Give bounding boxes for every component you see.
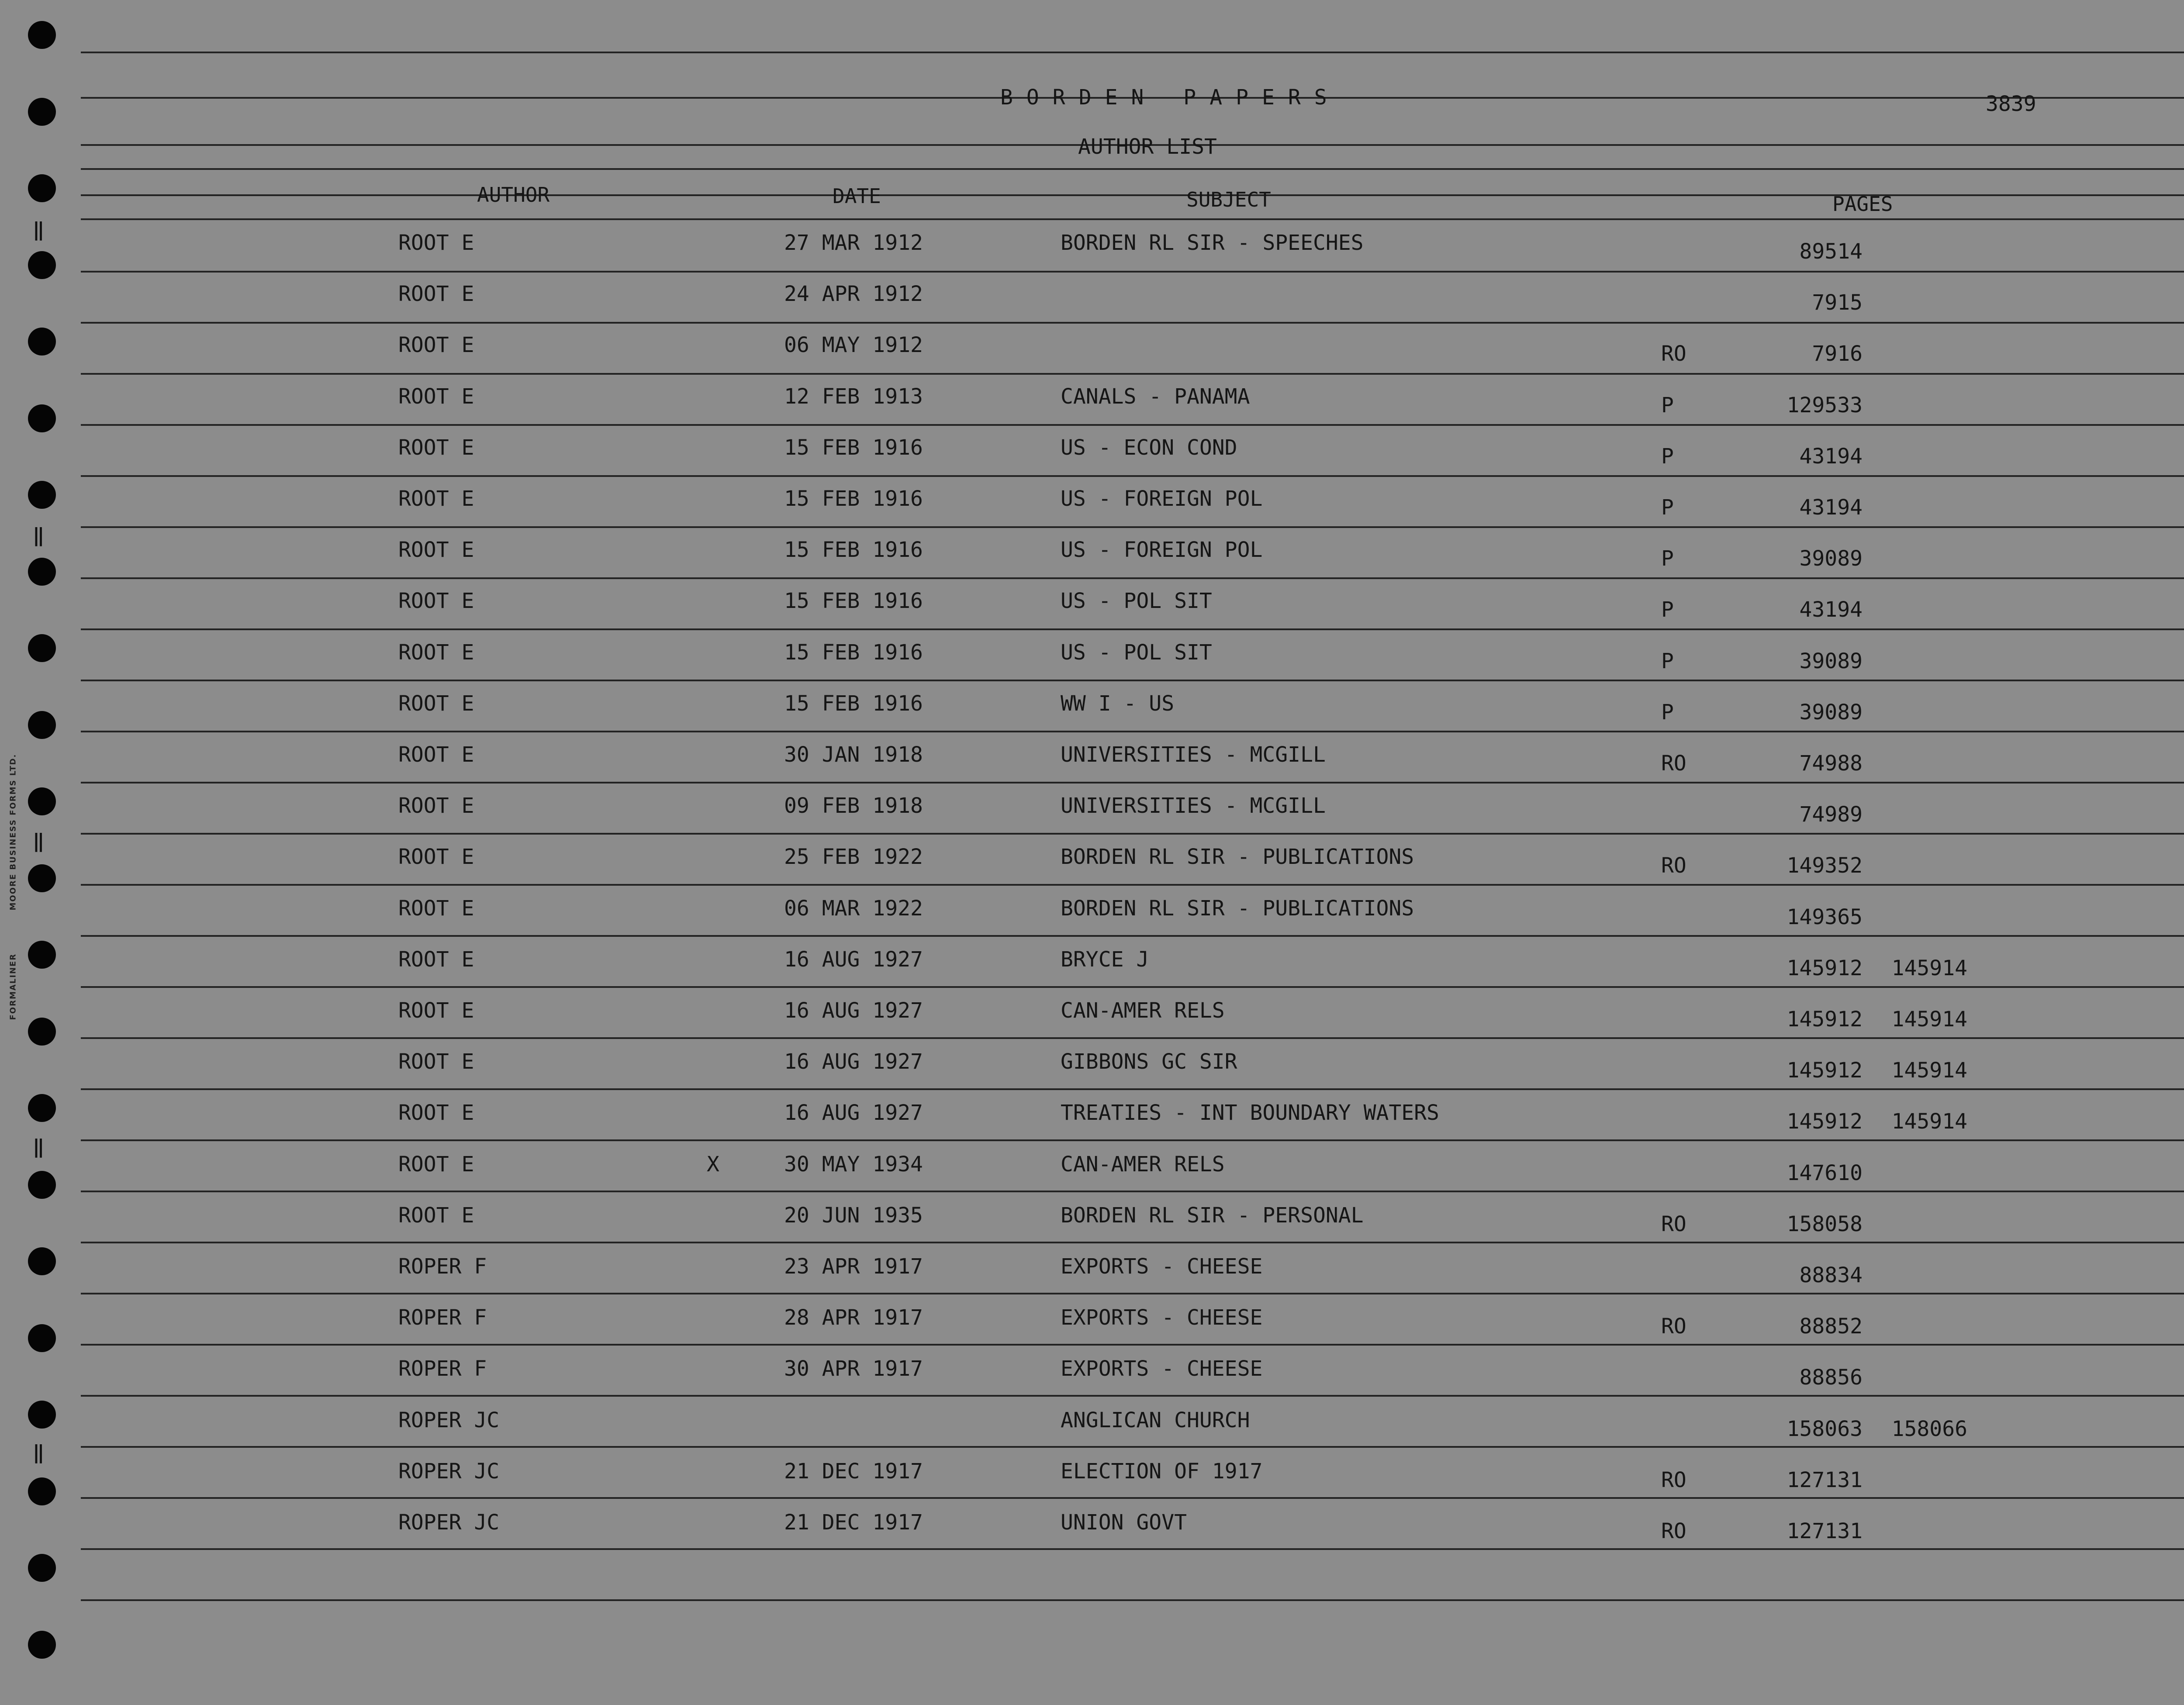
pages-cell (1771, 1263, 1876, 1287)
author-cell: ROOT E (398, 1152, 474, 1177)
pages-cell (1771, 444, 1876, 469)
date-cell: 15 FEB 1916 (784, 487, 923, 511)
author-cell: ROOT E (398, 896, 474, 921)
page-ref: 158058 (1787, 1212, 1863, 1236)
page-ref: 145912 (1787, 956, 1863, 980)
author-cell: ROOT E (398, 691, 474, 716)
feed-hole (28, 1631, 56, 1659)
page-ref: 149365 (1787, 905, 1863, 929)
subject-cell: US - FOREIGN POL (1061, 487, 1263, 511)
flag-cell: RO (1661, 751, 1686, 776)
page-ref: 129533 (1787, 393, 1863, 418)
page-ref: 88856 (1799, 1365, 1863, 1390)
subject-cell: BORDEN RL SIR - PUBLICATIONS (1061, 896, 1414, 921)
table-row (0, 231, 2184, 274)
subject-cell: CAN-AMER RELS (1061, 998, 1225, 1023)
pages-cell (1771, 239, 1876, 264)
page-ref: 39089 (1799, 700, 1863, 725)
date-cell: 27 MAR 1912 (784, 231, 923, 255)
author-cell: ROPER F (398, 1305, 487, 1330)
date-cell: 24 APR 1912 (784, 282, 923, 306)
pages-cell (1771, 700, 1876, 725)
author-cell: ROOT E (398, 1049, 474, 1074)
page-ref: 145912 (1787, 1109, 1863, 1134)
pages-cell (1771, 853, 1876, 878)
subject-cell: US - ECON COND (1061, 435, 1237, 460)
page-ref: 145912 (1787, 1058, 1863, 1083)
subject-cell: CANALS - PANAMA (1061, 384, 1250, 409)
pages-cell (1771, 1417, 1980, 1441)
pages-cell (1771, 1161, 1876, 1185)
feed-hole (28, 21, 56, 49)
subject-cell: UNIVERSITIES - MCGILL (1061, 742, 1326, 767)
ruled-line (81, 1599, 2184, 1601)
table-row (0, 487, 2184, 530)
date-cell: 25 FEB 1922 (784, 845, 923, 869)
date-cell: 21 DEC 1917 (784, 1459, 923, 1484)
page-ref: 39089 (1799, 546, 1863, 571)
date-cell: 16 AUG 1927 (784, 1101, 923, 1125)
ruled-line (81, 52, 2184, 53)
subject-cell: UNIVERSITIES - MCGILL (1061, 794, 1326, 818)
date-cell: 12 FEB 1913 (784, 384, 923, 409)
feed-hole (28, 98, 56, 126)
perforation-mark: ‖ (33, 1441, 46, 1463)
page-ref: 145912 (1787, 1007, 1863, 1032)
pages-cell (1771, 1519, 1876, 1543)
table-row (0, 282, 2184, 325)
page-ref: 39089 (1799, 649, 1863, 673)
table-row (0, 1459, 2184, 1503)
page-ref: 88834 (1799, 1263, 1863, 1287)
column-header-pages: PAGES (1832, 192, 1893, 216)
pages-cell (1771, 1468, 1876, 1492)
column-header-subject: SUBJECT (1186, 188, 1271, 211)
table-row (0, 794, 2184, 837)
pages-cell (1771, 905, 1876, 929)
flag-cell: RO (1661, 342, 1686, 366)
table-row (0, 1356, 2184, 1400)
subject-cell: EXPORTS - CHEESE (1061, 1254, 1263, 1279)
flag-cell: P (1661, 597, 1674, 622)
pages-cell (1771, 1365, 1876, 1390)
flag-cell: RO (1661, 1314, 1686, 1339)
subject-cell: TREATIES - INT BOUNDARY WATERS (1061, 1101, 1439, 1125)
table-row (0, 1152, 2184, 1196)
subject-cell: BORDEN RL SIR - PUBLICATIONS (1061, 845, 1414, 869)
column-header-author: AUTHOR (477, 183, 550, 207)
pages-cell (1771, 393, 1876, 418)
page-ref: 43194 (1799, 444, 1863, 469)
date-cell: 30 APR 1917 (784, 1356, 923, 1381)
flag-cell: P (1661, 700, 1674, 725)
page-ref: 145914 (1891, 1058, 1967, 1083)
date-cell: 15 FEB 1916 (784, 640, 923, 665)
table-row (0, 333, 2184, 376)
author-cell: ROOT E (398, 1203, 474, 1228)
subject-cell: GIBBONS GC SIR (1061, 1049, 1237, 1074)
table-row (0, 538, 2184, 581)
date-cell: 16 AUG 1927 (784, 947, 923, 972)
date-cell: 15 FEB 1916 (784, 589, 923, 613)
table-row (0, 1510, 2184, 1554)
pages-cell (1771, 597, 1876, 622)
subject-cell: EXPORTS - CHEESE (1061, 1356, 1263, 1381)
flag-cell: P (1661, 495, 1674, 520)
author-cell: ROOT E (398, 538, 474, 562)
date-cell: 30 MAY 1934 (784, 1152, 923, 1177)
page-ref: 89514 (1799, 239, 1863, 264)
date-cell: 16 AUG 1927 (784, 998, 923, 1023)
table-row (0, 1305, 2184, 1349)
page-ref: 145914 (1891, 956, 1967, 980)
flag-cell: RO (1661, 1212, 1686, 1236)
date-cell: 15 FEB 1916 (784, 435, 923, 460)
author-cell: ROPER F (398, 1254, 487, 1279)
date-cell: 06 MAY 1912 (784, 333, 923, 357)
author-cell: ROOT E (398, 998, 474, 1023)
author-cell: ROOT E (398, 589, 474, 613)
document-title: BORDEN PAPERS (1000, 85, 1341, 110)
author-cell: ROPER JC (398, 1510, 500, 1535)
author-cell: ROOT E (398, 435, 474, 460)
imprint-moore: MOORE BUSINESS FORMS LTD. (8, 753, 18, 911)
pages-cell (1771, 495, 1876, 520)
table-row (0, 1101, 2184, 1144)
page-ref: 43194 (1799, 495, 1863, 520)
flag-cell: P (1661, 649, 1674, 673)
author-cell: ROPER F (398, 1356, 487, 1381)
author-cell: ROOT E (398, 640, 474, 665)
pages-cell (1771, 1109, 1980, 1134)
feed-hole (28, 174, 56, 202)
table-row (0, 589, 2184, 632)
subject-cell: BORDEN RL SIR - PERSONAL (1061, 1203, 1364, 1228)
table-row (0, 691, 2184, 735)
page-ref: 158063 (1787, 1417, 1863, 1441)
page-ref: 158066 (1891, 1417, 1967, 1441)
flag-cell: RO (1661, 1519, 1686, 1543)
pages-cell (1771, 1058, 1980, 1083)
pages-cell (1771, 649, 1876, 673)
pages-cell (1771, 290, 1876, 315)
date-cell: 23 APR 1917 (784, 1254, 923, 1279)
ruled-line (81, 218, 2184, 220)
table-row (0, 1408, 2184, 1452)
pages-cell (1771, 1314, 1876, 1339)
table-row (0, 845, 2184, 888)
subject-cell: ANGLICAN CHURCH (1061, 1408, 1250, 1432)
table-row (0, 1203, 2184, 1247)
page-ref: 43194 (1799, 597, 1863, 622)
subject-cell: ELECTION OF 1917 (1061, 1459, 1263, 1484)
ruled-line (81, 168, 2184, 170)
author-cell: ROOT E (398, 282, 474, 306)
table-row (0, 384, 2184, 428)
flag-cell: RO (1661, 853, 1686, 878)
flag-cell: P (1661, 393, 1674, 418)
document-subtitle: AUTHOR LIST (1078, 135, 1217, 159)
author-cell: ROOT E (398, 487, 474, 511)
perforation-mark: ‖ (33, 1136, 46, 1158)
table-row (0, 742, 2184, 786)
subject-cell: WW I - US (1061, 691, 1175, 716)
table-row (0, 1254, 2184, 1298)
page-ref: 74988 (1799, 751, 1863, 776)
pages-cell (1771, 546, 1876, 571)
date-cell: 28 APR 1917 (784, 1305, 923, 1330)
subject-cell: US - POL SIT (1061, 589, 1212, 613)
table-row (0, 998, 2184, 1042)
table-row (0, 896, 2184, 940)
date-cell: 20 JUN 1935 (784, 1203, 923, 1228)
pages-cell (1771, 1007, 1980, 1032)
pages-cell (1771, 751, 1876, 776)
subject-cell: BRYCE J (1061, 947, 1149, 972)
author-cell: ROOT E (398, 742, 474, 767)
flag-cell: RO (1661, 1468, 1686, 1492)
pages-cell (1771, 1212, 1876, 1236)
author-cell: ROPER JC (398, 1408, 500, 1432)
subject-cell: US - POL SIT (1061, 640, 1212, 665)
table-row (0, 1049, 2184, 1093)
table-row (0, 435, 2184, 479)
subject-cell: CAN-AMER RELS (1061, 1152, 1225, 1177)
page-ref: 145914 (1891, 1007, 1967, 1032)
subject-cell: EXPORTS - CHEESE (1061, 1305, 1263, 1330)
author-cell: ROOT E (398, 845, 474, 869)
author-cell: ROOT E (398, 1101, 474, 1125)
author-cell: ROPER JC (398, 1459, 500, 1484)
date-cell: 21 DEC 1917 (784, 1510, 923, 1535)
page-ref: 145914 (1891, 1109, 1967, 1134)
perforation-mark: ‖ (33, 524, 46, 546)
imprint-formaliner: FORMALINER (8, 953, 18, 1020)
page-ref: 7915 (1812, 290, 1863, 315)
flag-cell: P (1661, 546, 1674, 571)
pages-cell (1771, 956, 1980, 980)
mark-cell: X (707, 1152, 719, 1177)
perforation-mark: ‖ (33, 830, 46, 852)
date-cell: 15 FEB 1916 (784, 691, 923, 716)
page-ref: 147610 (1787, 1161, 1863, 1185)
author-cell: ROOT E (398, 947, 474, 972)
flag-cell: P (1661, 444, 1674, 469)
author-cell: ROOT E (398, 333, 474, 357)
page-ref: 127131 (1787, 1468, 1863, 1492)
page-ref: 7916 (1812, 342, 1863, 366)
subject-cell: UNION GOVT (1061, 1510, 1187, 1535)
table-row (0, 640, 2184, 684)
page-ref: 127131 (1787, 1519, 1863, 1543)
author-cell: ROOT E (398, 384, 474, 409)
author-cell: ROOT E (398, 231, 474, 255)
pages-cell (1771, 802, 1876, 827)
column-header-date: DATE (833, 184, 881, 208)
perforation-mark: ‖ (33, 218, 46, 241)
page-ref: 88852 (1799, 1314, 1863, 1339)
date-cell: 30 JAN 1918 (784, 742, 923, 767)
author-cell: ROOT E (398, 794, 474, 818)
subject-cell: BORDEN RL SIR - SPEECHES (1061, 231, 1364, 255)
table-row (0, 947, 2184, 991)
date-cell: 16 AUG 1927 (784, 1049, 923, 1074)
date-cell: 09 FEB 1918 (784, 794, 923, 818)
date-cell: 15 FEB 1916 (784, 538, 923, 562)
page-ref: 74989 (1799, 802, 1863, 827)
page-number: 3839 (1986, 92, 2036, 116)
date-cell: 06 MAR 1922 (784, 896, 923, 921)
feed-hole (28, 1554, 56, 1582)
pages-cell (1771, 342, 1876, 366)
page-ref: 149352 (1787, 853, 1863, 878)
subject-cell: US - FOREIGN POL (1061, 538, 1263, 562)
